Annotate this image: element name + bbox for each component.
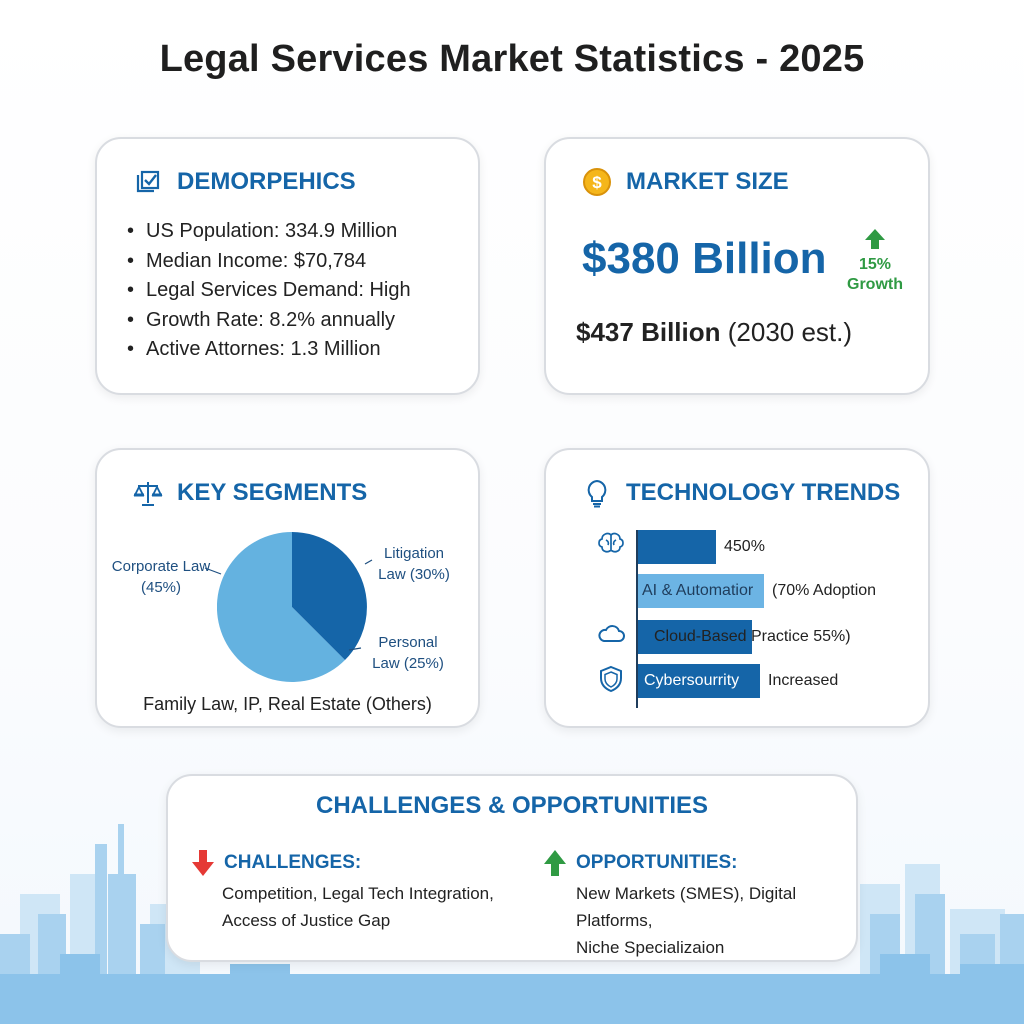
- market-size-heading: [582, 167, 789, 197]
- trend-label-4: Cybersourrity: [644, 672, 740, 689]
- key-segments-title: KEY SEGMENTS: [177, 479, 368, 506]
- key-segments-heading: [133, 478, 367, 508]
- challenges-opportunities-card: [166, 774, 858, 962]
- estimate-note: (2030 est.): [727, 317, 853, 347]
- opportunities-label: OPPORTUNITIES:: [576, 852, 738, 873]
- challenges-label: CHALLENGES:: [224, 852, 362, 873]
- svg-text:$: $: [592, 173, 602, 192]
- demographics-list: [127, 217, 411, 365]
- growth-label: Growth: [847, 276, 903, 293]
- text-line: New Markets (SMES), Digital Platforms,: [576, 884, 797, 930]
- brain-icon: [596, 530, 626, 560]
- litigation-law-label: [369, 543, 459, 585]
- shield-icon: [596, 664, 626, 694]
- opportunities-text: [576, 880, 856, 961]
- text-line: Niche Specializaion: [576, 938, 725, 957]
- key-segments-card: [95, 448, 480, 728]
- challenges-text: [222, 880, 494, 934]
- market-size-card: [544, 137, 930, 395]
- personal-law-label: [363, 632, 453, 674]
- cloud-icon: [596, 618, 626, 648]
- checklist-icon: [133, 167, 163, 197]
- opportunities-heading: [544, 850, 738, 876]
- trend-note-2: (70% Adoption: [772, 582, 877, 599]
- trend-note-4: Increased: [768, 672, 839, 689]
- trend-label-3: Cloud-Based Practice 55%): [654, 628, 851, 645]
- technology-trends-card: [544, 448, 930, 728]
- up-arrow-icon: [863, 227, 887, 251]
- list-item: • Active Attornes: 1.3 Million: [127, 335, 411, 365]
- up-arrow-icon: [544, 850, 566, 876]
- others-note: Family Law, IP, Real Estate (Others): [143, 694, 432, 714]
- technology-trends-heading: [582, 478, 900, 508]
- trend-bar-1: [638, 530, 716, 564]
- label-line: (45%): [140, 579, 181, 596]
- demographics-heading: [133, 167, 356, 197]
- text-line: Access of Justice Gap: [222, 911, 391, 930]
- label-line: Litigation: [383, 545, 445, 562]
- down-arrow-icon: [192, 850, 214, 876]
- technology-trends-title: TECHNOLOGY TRENDS: [626, 479, 901, 506]
- list-item: • Growth Rate: 8.2% annually: [127, 306, 411, 336]
- list-item: • Median Income: $70,784: [127, 247, 411, 277]
- market-size-title: MARKET SIZE: [626, 168, 789, 195]
- label-line: Corporate Law: [111, 558, 211, 575]
- challenges-section-title: CHALLENGES & OPPORTUNITIES: [315, 792, 709, 819]
- demographics-card: [95, 137, 480, 395]
- trend-value-1: 450%: [724, 538, 765, 555]
- growth-indicator: [842, 227, 908, 295]
- estimate-value: $437 Billion: [576, 317, 721, 347]
- scales-icon: [133, 478, 163, 508]
- page-title: Legal Services Market Statistics - 2025: [159, 38, 865, 80]
- list-item: • Legal Services Demand: High: [127, 276, 411, 306]
- trend-label-2: AI & Automatior: [642, 582, 754, 599]
- label-line: Law (25%): [372, 655, 444, 672]
- dollar-coin-icon: [582, 167, 612, 197]
- lightbulb-icon: [582, 478, 612, 508]
- market-estimate: [576, 317, 852, 348]
- challenges-heading: [192, 850, 361, 876]
- growth-percent: 15%: [858, 256, 892, 273]
- segments-pie-chart: [217, 532, 367, 682]
- corporate-law-label: [105, 556, 217, 598]
- label-line: Law (30%): [378, 566, 450, 583]
- demographics-title: DEMORPEHICS: [177, 168, 356, 195]
- list-item: • US Population: 334.9 Million: [127, 217, 411, 247]
- text-line: Competition, Legal Tech Integration,: [222, 884, 494, 903]
- market-size-value: $380 Billion: [582, 234, 827, 283]
- label-line: Personal: [378, 634, 438, 651]
